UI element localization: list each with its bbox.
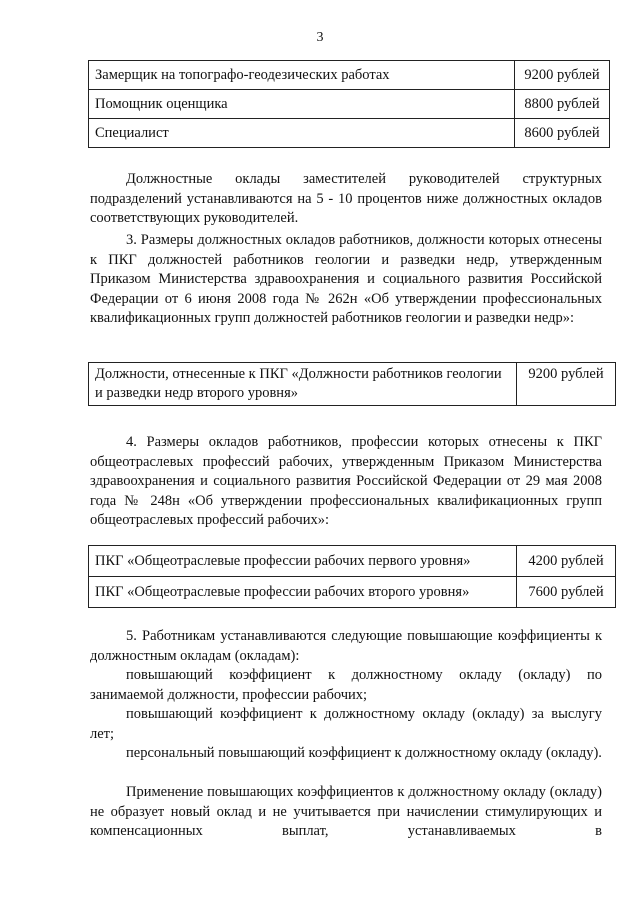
- salary-cell: 8600 рублей: [515, 119, 610, 148]
- position-cell: ПКГ «Общеотраслевые профессии рабочих первого уровня»: [89, 546, 517, 577]
- table-row: [89, 119, 610, 148]
- position-cell: Замерщик на топографо-геодезических работах: [89, 61, 515, 90]
- table-row: [89, 61, 610, 90]
- table-row: [89, 577, 616, 608]
- position-cell: Должности, отнесенные к ПКГ «Должности работников геологии и разведки недр второго уровня»: [89, 363, 517, 406]
- salary-cell: 8800 рублей: [515, 90, 610, 119]
- paragraph-application: Применение повышающих коэффициентов к должностному окладу (окладу) не образует новый оклад и не учитывается при начислении стимулирующих и компенсационных выплат, устанавливаемых в: [90, 784, 602, 839]
- geology-salary-table: [88, 362, 616, 406]
- salary-cell: 9200 рублей: [517, 363, 616, 406]
- paragraph-4: 4. Размеры окладов работников, профессии которых отнесены к ПКГ общеотраслевых профессий рабочих, утвержденным Приказом Министерства здравоохранения и социального развития Российской Федерации от 29 мая 2008 года № 248н «Об утверждении профессиональных квалификационных групп общеотраслевых профессий рабочих»:: [90, 434, 602, 528]
- position-cell: ПКГ «Общеотраслевые профессии рабочих второго уровня»: [89, 577, 517, 608]
- salary-cell: 4200 рублей: [517, 546, 616, 577]
- paragraph-deputies: Должностные оклады заместителей руководителей структурных подразделений устанавливаются на 5 - 10 процентов ниже должностных окладов соответствующих руководителей.: [90, 171, 602, 226]
- coefficient-item: персональный повышающий коэффициент к должностному окладу (окладу).: [126, 745, 602, 761]
- workers-salary-table: [88, 545, 616, 608]
- position-cell: Помощник оценщика: [89, 90, 515, 119]
- paragraph-3: 3. Размеры должностных окладов работников, должности которых отнесены к ПКГ должностей работников геологии и разведки недр, утвержденным Приказом Министерства здравоохранения и социального развития Российской Федерации от 6 июня 2008 года № 262н «Об утверждении профессиональных квалификационных групп должностей работников геологии и разведки недр»:: [90, 232, 602, 326]
- salary-cell: 7600 рублей: [517, 577, 616, 608]
- positions-salary-table: [88, 60, 610, 148]
- table-row: [89, 90, 610, 119]
- table-row: [89, 363, 616, 406]
- page-number: 3: [316, 30, 324, 45]
- coefficient-item: повышающий коэффициент к должностному окладу (окладу) по занимаемой должности, профессии рабочих;: [90, 667, 602, 703]
- salary-cell: 9200 рублей: [515, 61, 610, 90]
- paragraph-5: 5. Работникам устанавливаются следующие повышающие коэффициенты к должностным окладам (окладам):: [90, 628, 602, 664]
- position-cell: Специалист: [89, 119, 515, 148]
- table-row: [89, 546, 616, 577]
- coefficient-item: повышающий коэффициент к должностному окладу (окладу) за выслугу лет;: [90, 706, 602, 742]
